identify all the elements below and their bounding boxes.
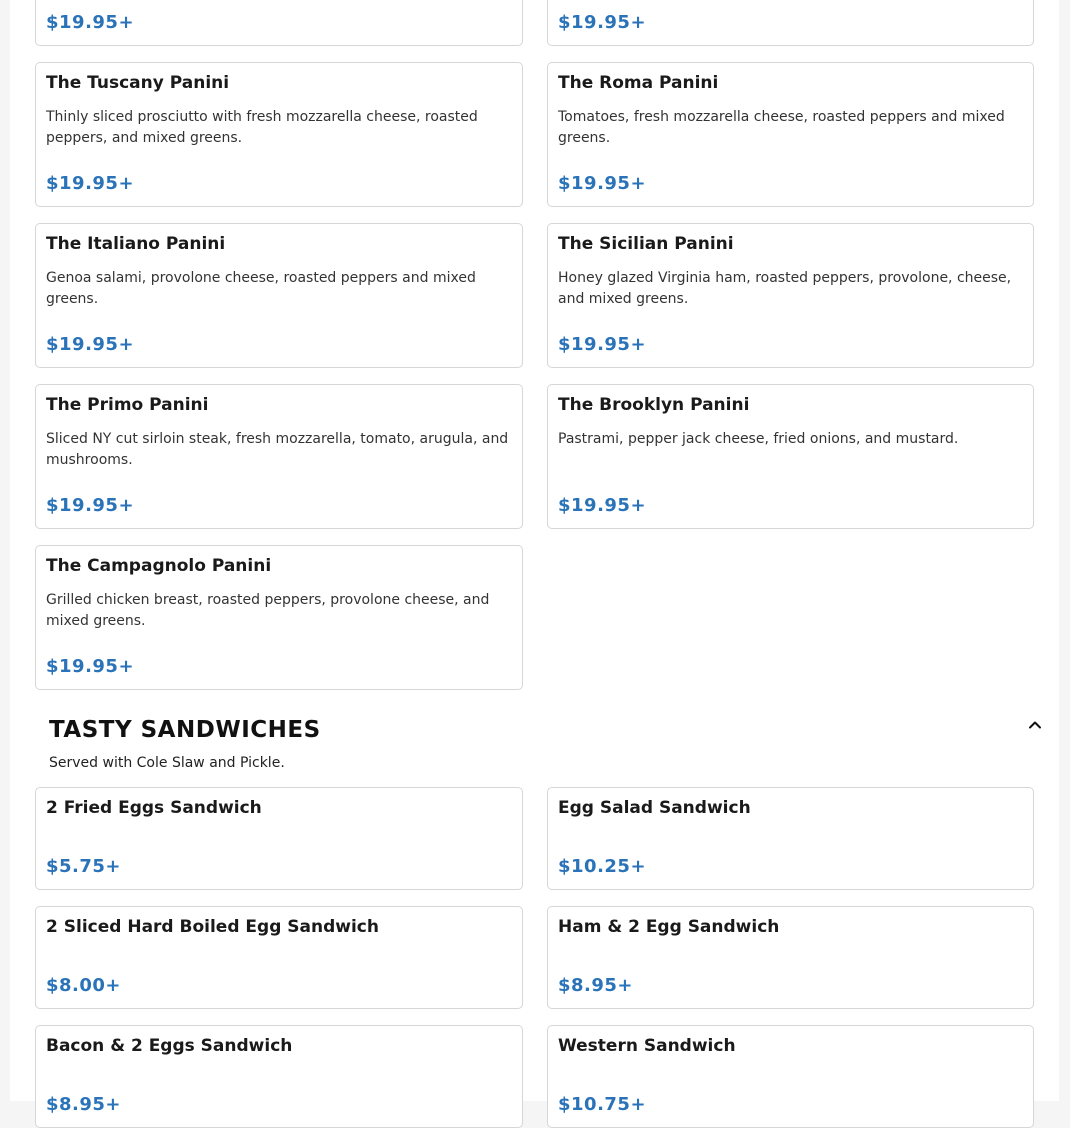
menu-item-card[interactable] — [547, 787, 1034, 890]
menu-item-card[interactable] — [547, 62, 1034, 207]
menu-item-description: Grilled chicken breast, roasted peppers, provolone cheese, and mixed greens. — [46, 592, 490, 629]
menu-item-card[interactable] — [547, 906, 1034, 1009]
menu-item-price: $19.95+ — [46, 334, 135, 355]
menu-item-name: The Tuscany Panini — [46, 73, 230, 93]
menu-item-card[interactable] — [35, 62, 523, 207]
menu-item-card[interactable] — [547, 1025, 1034, 1128]
menu-item-card[interactable] — [547, 0, 1034, 46]
menu-item-name: Bacon & 2 Eggs Sandwich — [46, 1036, 293, 1056]
section-title: TASTY SANDWICHES — [49, 717, 321, 743]
menu-item-name: 2 Sliced Hard Boiled Egg Sandwich — [46, 917, 379, 937]
menu-item-description: Genoa salami, provolone cheese, roasted peppers and mixed greens. — [46, 270, 476, 307]
menu-item-description: Honey glazed Virginia ham, roasted peppers, provolone, cheese, and mixed greens. — [558, 270, 1012, 307]
menu-item-price: $8.95+ — [558, 975, 634, 996]
menu-item-card[interactable] — [35, 223, 523, 368]
menu-item-name: The Brooklyn Panini — [558, 395, 750, 415]
menu-item-name: Egg Salad Sandwich — [558, 798, 751, 818]
menu-item-card[interactable] — [35, 545, 523, 690]
menu-item-price: $10.25+ — [558, 856, 647, 877]
section-subtitle: Served with Cole Slaw and Pickle. — [49, 755, 285, 771]
menu-item-card[interactable] — [547, 223, 1034, 368]
menu-item-description: Sliced NY cut sirloin steak, fresh mozzarella, tomato, arugula, and mushrooms. — [46, 431, 509, 468]
menu-item-price: $5.75+ — [46, 856, 122, 877]
menu-page — [10, 0, 1059, 1115]
menu-item-price: $19.95+ — [46, 495, 135, 516]
menu-item-price: $19.95+ — [558, 12, 647, 33]
menu-item-price: $19.95+ — [558, 173, 647, 194]
menu-item-card[interactable] — [35, 1025, 523, 1128]
menu-item-name: The Roma Panini — [558, 73, 719, 93]
menu-item-card[interactable] — [35, 906, 523, 1009]
menu-item-card[interactable] — [35, 0, 523, 46]
menu-item-name: The Primo Panini — [46, 395, 209, 415]
menu-item-name: The Italiano Panini — [46, 234, 226, 254]
menu-item-name: Ham & 2 Egg Sandwich — [558, 917, 780, 937]
menu-item-price: $19.95+ — [46, 656, 135, 677]
menu-item-price: $19.95+ — [558, 495, 647, 516]
menu-item-card[interactable] — [35, 787, 523, 890]
chevron-up-icon — [1027, 717, 1043, 733]
menu-item-price: $10.75+ — [558, 1094, 647, 1115]
menu-item-price: $19.95+ — [46, 173, 135, 194]
collapse-section-button[interactable] — [1024, 714, 1046, 736]
menu-item-name: The Campagnolo Panini — [46, 556, 272, 576]
menu-item-description: Tomatoes, fresh mozzarella cheese, roasted peppers and mixed greens. — [558, 109, 1005, 146]
menu-item-description: Pastrami, pepper jack cheese, fried onions, and mustard. — [558, 431, 959, 447]
menu-item-name: The Sicilian Panini — [558, 234, 734, 254]
menu-item-price: $19.95+ — [558, 334, 647, 355]
menu-item-name: 2 Fried Eggs Sandwich — [46, 798, 262, 818]
menu-item-name: Western Sandwich — [558, 1036, 736, 1056]
menu-item-description: Thinly sliced prosciutto with fresh mozzarella cheese, roasted peppers, and mixed greens. — [46, 109, 478, 146]
menu-item-card[interactable] — [547, 384, 1034, 529]
menu-item-price: $8.00+ — [46, 975, 122, 996]
menu-item-price: $19.95+ — [46, 12, 135, 33]
menu-item-card[interactable] — [35, 384, 523, 529]
menu-item-price: $8.95+ — [46, 1094, 122, 1115]
